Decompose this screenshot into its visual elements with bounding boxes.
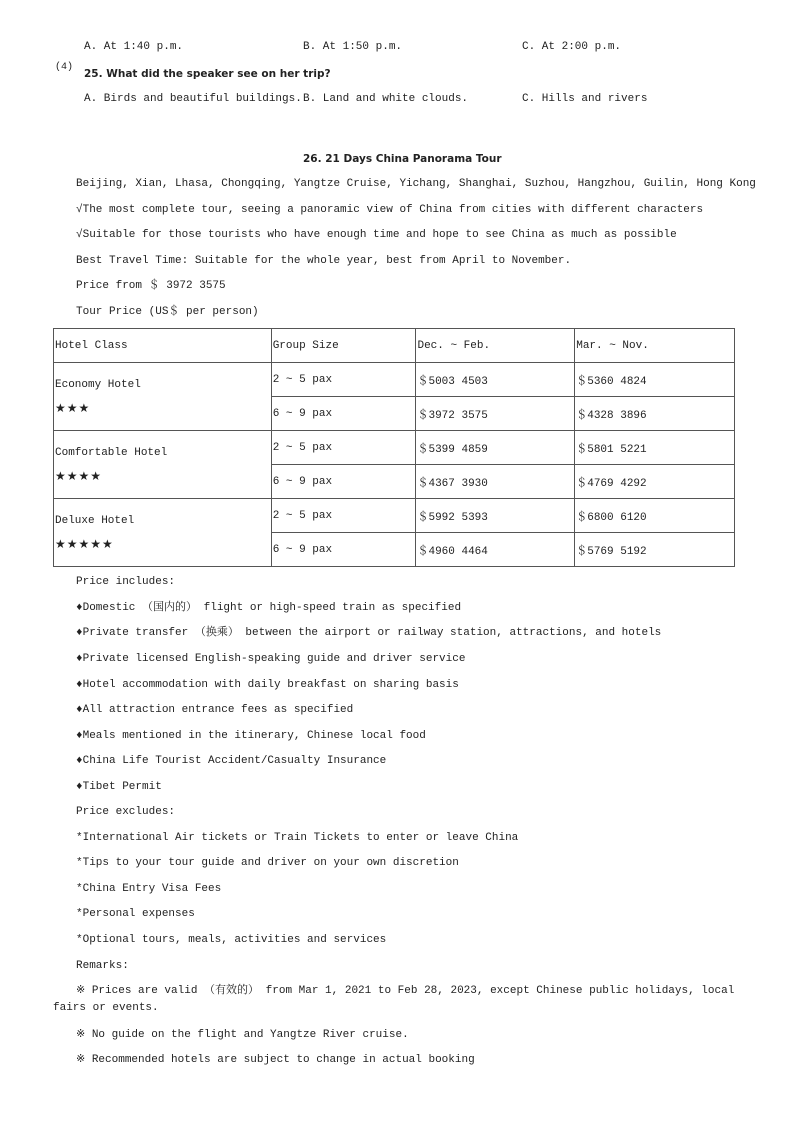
group-size-cell: 6 ~ 9 pax xyxy=(271,397,416,431)
includes-item: ♦Domestic （国内的） flight or high-speed train as specified xyxy=(76,602,462,614)
hotel-class-cell xyxy=(54,499,272,567)
price-table xyxy=(53,328,735,567)
hotel-class-name: Deluxe Hotel xyxy=(55,514,135,527)
includes-item: ♦Private transfer （换乘） between the airport or railway station, attractions, and hotels xyxy=(76,627,662,639)
excludes-item: *Tips to your tour guide and driver on your own discretion xyxy=(76,857,459,869)
price-dec-feb-cell: ＄4367 3930 xyxy=(416,465,575,499)
remarks-item: ※ No guide on the flight and Yangtze River cruise. xyxy=(76,1029,409,1041)
includes-item: ♦Tibet Permit xyxy=(76,781,162,793)
header-dec-feb: Dec. ~ Feb. xyxy=(416,329,575,363)
header-hotel-class: Hotel Class xyxy=(54,329,272,363)
q24-option-a: A. At 1:40 p.m. xyxy=(84,41,184,53)
header-group-size: Group Size xyxy=(271,329,416,363)
price-mar-nov-cell: ＄6800 6120 xyxy=(575,499,735,533)
header-mar-nov: Mar. ~ Nov. xyxy=(575,329,735,363)
price-mar-nov-cell: ＄5769 5192 xyxy=(575,533,735,567)
q24-option-b: B. At 1:50 p.m. xyxy=(303,41,403,53)
q24-option-c: C. At 2:00 p.m. xyxy=(522,41,622,53)
price-dec-feb-cell: ＄5003 4503 xyxy=(416,363,575,397)
includes-item: ♦Meals mentioned in the itinerary, Chinese local food xyxy=(76,730,426,742)
price-mar-nov-cell: ＄4328 3896 xyxy=(575,397,735,431)
star-rating-icon: ★★★ xyxy=(55,400,91,415)
hotel-class-name: Economy Hotel xyxy=(55,378,141,391)
excludes-heading: Price excludes: xyxy=(76,806,176,818)
includes-item: ♦Private licensed English-speaking guide and driver service xyxy=(76,653,466,665)
group-size-cell: 6 ~ 9 pax xyxy=(271,465,416,499)
excludes-item: *Optional tours, meals, activities and services xyxy=(76,934,387,946)
group-size-cell: 2 ~ 5 pax xyxy=(271,499,416,533)
hotel-class-cell xyxy=(54,363,272,431)
group-size-cell: 6 ~ 9 pax xyxy=(271,533,416,567)
remarks-item: ※ Prices are valid （有效的） from Mar 1, 2021 to Feb 28, 2023, except Chinese public holidays, local fairs or events. xyxy=(53,985,735,1014)
price-mar-nov-cell: ＄4769 4292 xyxy=(575,465,735,499)
tour-price-from: Price from ＄ 3972 3575 xyxy=(76,280,226,292)
remarks-item: ※ Recommended hotels are subject to change in actual booking xyxy=(76,1054,475,1066)
remarks-heading: Remarks: xyxy=(76,960,129,972)
tour-feature-2: √Suitable for those tourists who have enough time and hope to see China as much as possible xyxy=(76,229,677,241)
hotel-class-cell xyxy=(54,431,272,499)
q25-question: 25. What did the speaker see on her trip? xyxy=(84,68,331,80)
tour-best-time: Best Travel Time: Suitable for the whole year, best from April to November. xyxy=(76,255,572,267)
q25-marker: (4) xyxy=(55,62,74,73)
price-dec-feb-cell: ＄5399 4859 xyxy=(416,431,575,465)
tour-title: 26. 21 Days China Panorama Tour xyxy=(303,153,502,165)
star-rating-icon: ★★★★★ xyxy=(55,536,114,551)
excludes-item: *Personal expenses xyxy=(76,908,195,920)
includes-item: ♦Hotel accommodation with daily breakfast on sharing basis xyxy=(76,679,459,691)
table-row xyxy=(54,499,735,533)
q25-option-c: C. Hills and rivers xyxy=(522,93,648,105)
includes-heading: Price includes: xyxy=(76,576,176,588)
group-size-cell: 2 ~ 5 pax xyxy=(271,363,416,397)
table-row xyxy=(54,431,735,465)
hotel-class-name: Comfortable Hotel xyxy=(55,446,168,459)
group-size-cell: 2 ~ 5 pax xyxy=(271,431,416,465)
table-header-row xyxy=(54,329,735,363)
includes-item: ♦All attraction entrance fees as specified xyxy=(76,704,354,716)
includes-item: ♦China Life Tourist Accident/Casualty Insurance xyxy=(76,755,387,767)
table-row xyxy=(54,363,735,397)
star-rating-icon: ★★★★ xyxy=(55,468,103,483)
tour-feature-1: √The most complete tour, seeing a panoramic view of China from cities with different characters xyxy=(76,204,704,216)
excludes-item: *International Air tickets or Train Tickets to enter or leave China xyxy=(76,832,519,844)
price-dec-feb-cell: ＄5992 5393 xyxy=(416,499,575,533)
excludes-item: *China Entry Visa Fees xyxy=(76,883,222,895)
q25-option-b: B. Land and white clouds. xyxy=(303,93,469,105)
price-dec-feb-cell: ＄4960 4464 xyxy=(416,533,575,567)
q25-option-a: A. Birds and beautiful buildings. xyxy=(84,93,302,105)
price-mar-nov-cell: ＄5360 4824 xyxy=(575,363,735,397)
price-mar-nov-cell: ＄5801 5221 xyxy=(575,431,735,465)
price-dec-feb-cell: ＄3972 3575 xyxy=(416,397,575,431)
tour-cities: Beijing, Xian, Lhasa, Chongqing, Yangtze Cruise, Yichang, Shanghai, Suzhou, Hangzhou, Guilin, Hong Kong xyxy=(76,178,756,190)
tour-price-unit: Tour Price (US＄ per person) xyxy=(76,306,259,318)
